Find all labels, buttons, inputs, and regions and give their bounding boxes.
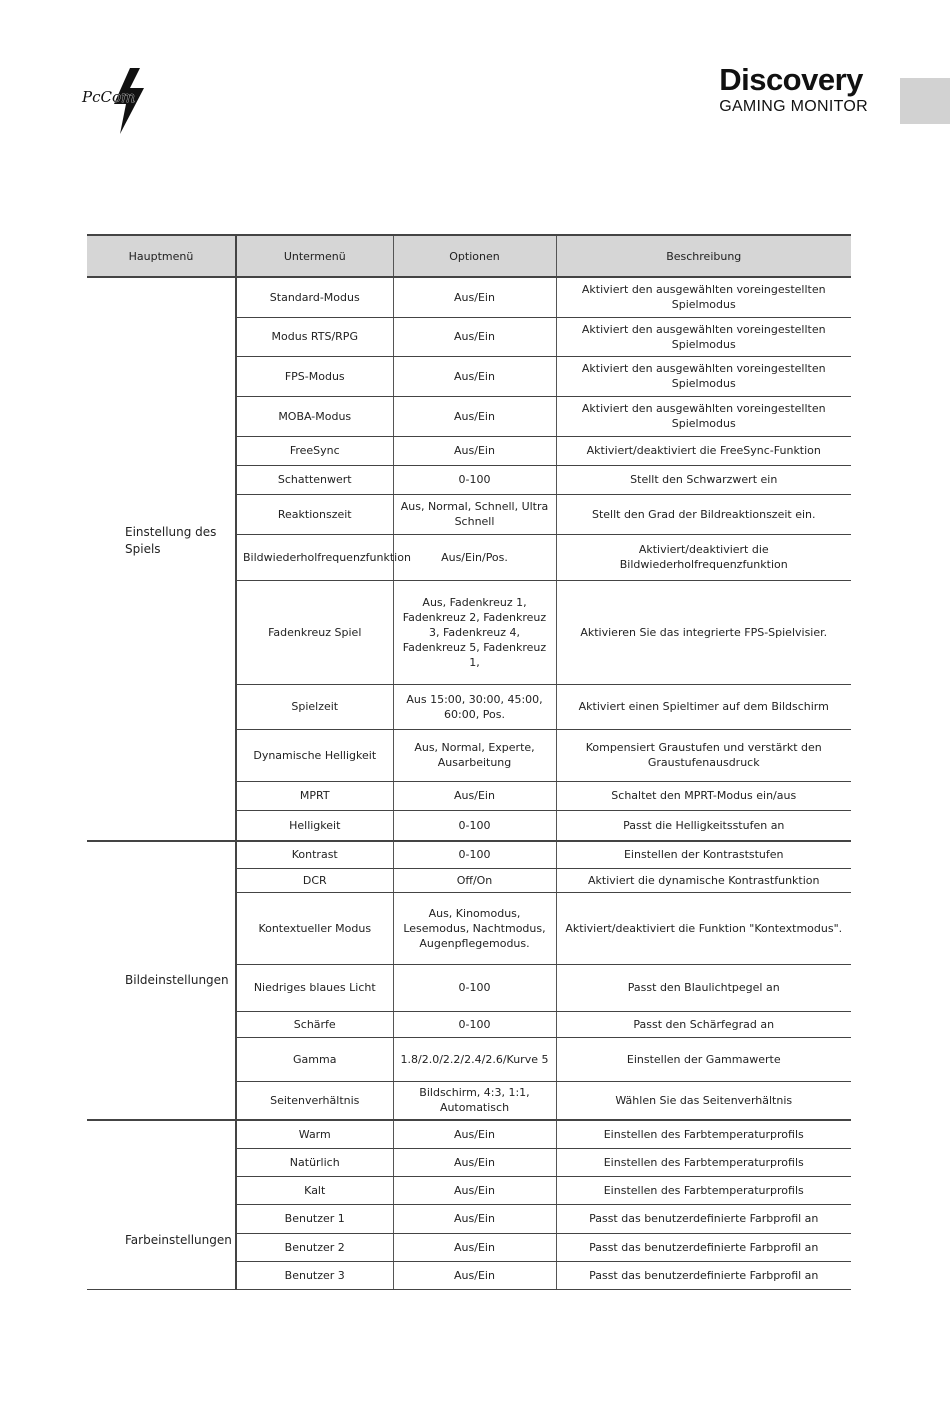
brand-title: Discovery (719, 62, 863, 97)
main-menu-cell: Einstellung des Spiels (87, 277, 236, 841)
submenu-cell: DCR (236, 868, 393, 892)
option-cell: Aus/Ein (393, 1148, 556, 1176)
description-cell: Passt das benutzerdefinierte Farbprofil an (556, 1233, 851, 1261)
option-cell: Aus/Ein (393, 781, 556, 810)
option-cell: 1.8/2.0/2.2/2.4/2.6/Kurve 5 (393, 1037, 556, 1081)
submenu-cell: FPS-Modus (236, 356, 393, 396)
description-cell: Aktiviert/deaktiviert die Funktion "Kontextmodus". (556, 892, 851, 964)
description-cell: Einstellen der Kontraststufen (556, 841, 851, 868)
option-cell: Aus 15:00, 30:00, 45:00, 60:00, Pos. (393, 684, 556, 729)
submenu-cell: Modus RTS/RPG (236, 317, 393, 356)
description-cell: Aktiviert den ausgewählten voreingestellten Spielmodus (556, 396, 851, 436)
submenu-cell: Benutzer 3 (236, 1261, 393, 1289)
submenu-cell: Standard-Modus (236, 277, 393, 317)
description-cell: Wählen Sie das Seitenverhältnis (556, 1081, 851, 1120)
description-cell: Aktiviert den ausgewählten voreingestellten Spielmodus (556, 277, 851, 317)
submenu-cell: Helligkeit (236, 810, 393, 841)
option-cell: Aus/Ein (393, 356, 556, 396)
submenu-cell: MOBA-Modus (236, 396, 393, 436)
submenu-cell: Fadenkreuz Spiel (236, 580, 393, 684)
description-cell: Aktiviert/deaktiviert die FreeSync-Funktion (556, 436, 851, 465)
description-cell: Einstellen des Farbtemperaturprofils (556, 1120, 851, 1148)
column-header-description: Beschreibung (556, 235, 851, 277)
option-cell: 0-100 (393, 810, 556, 841)
submenu-cell: MPRT (236, 781, 393, 810)
option-cell: 0-100 (393, 1011, 556, 1037)
description-cell: Passt das benutzerdefinierte Farbprofil an (556, 1204, 851, 1233)
submenu-cell: Kontrast (236, 841, 393, 868)
submenu-cell: Schattenwert (236, 465, 393, 494)
description-cell: Stellt den Schwarzwert ein (556, 465, 851, 494)
submenu-cell: Niedriges blaues Licht (236, 964, 393, 1011)
description-cell: Einstellen der Gammawerte (556, 1037, 851, 1081)
main-menu-cell: Bildeinstellungen (87, 841, 236, 1120)
option-cell: Aus/Ein (393, 1261, 556, 1289)
description-cell: Aktiviert den ausgewählten voreingestellten Spielmodus (556, 356, 851, 396)
option-cell: Off/On (393, 868, 556, 892)
option-cell: Aus/Ein (393, 1204, 556, 1233)
option-cell: Aus/Ein (393, 1120, 556, 1148)
description-cell: Kompensiert Graustufen und verstärkt den Graustufenausdruck (556, 729, 851, 781)
description-cell: Passt das benutzerdefinierte Farbprofil an (556, 1261, 851, 1289)
submenu-cell: Seitenverhältnis (236, 1081, 393, 1120)
submenu-cell: FreeSync (236, 436, 393, 465)
column-header-main-menu: Hauptmenü (87, 235, 236, 277)
option-cell: 0-100 (393, 841, 556, 868)
submenu-cell: Dynamische Helligkeit (236, 729, 393, 781)
option-cell: Aus/Ein (393, 317, 556, 356)
option-cell: Aus, Fadenkreuz 1, Fadenkreuz 2, Fadenkreuz 3, Fadenkreuz 4, Fadenkreuz 5, Fadenkreuz 1, (393, 580, 556, 684)
description-cell: Aktiviert einen Spieltimer auf dem Bildschirm (556, 684, 851, 729)
table-row (87, 1120, 851, 1148)
main-menu-cell: Farbeinstellungen (87, 1120, 236, 1289)
submenu-cell: Reaktionszeit (236, 494, 393, 534)
option-cell: Aus, Normal, Experte, Ausarbeitung (393, 729, 556, 781)
submenu-cell: Benutzer 1 (236, 1204, 393, 1233)
brand-block (719, 64, 868, 117)
description-cell: Einstellen des Farbtemperaturprofils (556, 1148, 851, 1176)
brand-subtitle: GAMING MONITOR (719, 98, 868, 115)
table-header-row (87, 235, 851, 277)
submenu-cell: Schärfe (236, 1011, 393, 1037)
option-cell: Bildschirm, 4:3, 1:1, Automatisch (393, 1081, 556, 1120)
submenu-cell: Warm (236, 1120, 393, 1148)
logo-text: PcCom (82, 88, 136, 106)
submenu-cell: Benutzer 2 (236, 1233, 393, 1261)
submenu-cell: Natürlich (236, 1148, 393, 1176)
description-cell: Passt den Schärfegrad an (556, 1011, 851, 1037)
option-cell: 0-100 (393, 964, 556, 1011)
description-cell: Aktiviert die dynamische Kontrastfunktion (556, 868, 851, 892)
submenu-cell: Kalt (236, 1176, 393, 1204)
submenu-cell: Spielzeit (236, 684, 393, 729)
table-row (87, 277, 851, 317)
description-cell: Aktivieren Sie das integrierte FPS-Spielvisier. (556, 580, 851, 684)
description-cell: Schaltet den MPRT-Modus ein/aus (556, 781, 851, 810)
submenu-cell: Gamma (236, 1037, 393, 1081)
column-header-submenu: Untermenü (236, 235, 393, 277)
pccom-logo (78, 66, 178, 136)
description-cell: Einstellen des Farbtemperaturprofils (556, 1176, 851, 1204)
submenu-cell: Bildwiederholfrequenzfunktion (236, 534, 393, 580)
option-cell: Aus/Ein (393, 396, 556, 436)
option-cell: Aus/Ein (393, 1233, 556, 1261)
table-row (87, 841, 851, 868)
description-cell: Passt die Helligkeitsstufen an (556, 810, 851, 841)
option-cell: Aus/Ein (393, 277, 556, 317)
column-header-options: Optionen (393, 235, 556, 277)
description-cell: Aktiviert/deaktiviert die Bildwiederholfrequenzfunktion (556, 534, 851, 580)
description-cell: Aktiviert den ausgewählten voreingestellten Spielmodus (556, 317, 851, 356)
option-cell: Aus/Ein (393, 1176, 556, 1204)
option-cell: Aus, Kinomodus, Lesemodus, Nachtmodus, Augenpflegemodus. (393, 892, 556, 964)
description-cell: Stellt den Grad der Bildreaktionszeit ein. (556, 494, 851, 534)
option-cell: Aus/Ein (393, 436, 556, 465)
description-cell: Passt den Blaulichtpegel an (556, 964, 851, 1011)
option-cell: Aus/Ein/Pos. (393, 534, 556, 580)
option-cell: Aus, Normal, Schnell, Ultra Schnell (393, 494, 556, 534)
submenu-cell: Kontextueller Modus (236, 892, 393, 964)
osd-menu-table (87, 234, 851, 1290)
language-tab (900, 78, 950, 124)
option-cell: 0-100 (393, 465, 556, 494)
